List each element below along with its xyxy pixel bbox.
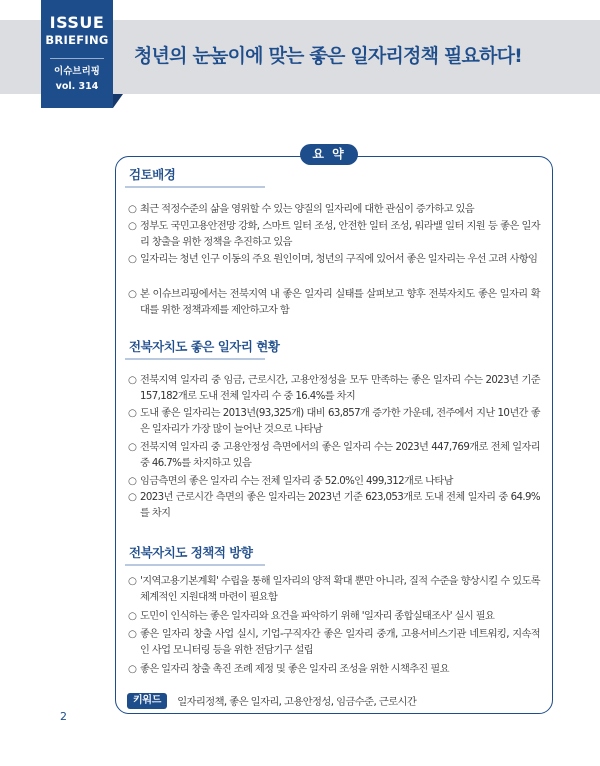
list-item: ○ 최근 적정수준의 삶을 영위할 수 있는 양질의 일자리에 대한 관심이 증가하고 있음 [128,202,540,218]
badge-fold-decoration [113,94,123,108]
bullet-circle: ○ [128,611,137,622]
section-underline [125,186,265,188]
badge-divider [50,58,104,59]
section-title-status: 전북자치도 좋은 일자리 현황 [129,339,280,354]
section-title-policy: 전북자치도 정책적 방향 [129,545,253,560]
bullet-circle: ○ [128,408,137,419]
list-item: ○ 좋은 일자리 창출 촉진 조례 제정 및 좋은 일자리 조성을 위한 시책추진 필요 [128,662,540,678]
list-item: ○ 일자리는 청년 인구 이동의 주요 원인이며, 청년의 구직에 있어서 좋은 일자리는 우선 고려 사항임 [128,252,540,268]
badge-series-text: 이슈브리핑 [54,66,100,77]
bullet-circle: ○ [128,476,137,487]
list-item: ○ 도내 좋은 일자리는 2013년(93,325개) 대비 63,857개 증가한 가운데, 전주에서 지난 10년간 좋은 일자리가 가장 많이 늘어난 것으로 나타남 [128,408,540,436]
issue-briefing-badge [41,0,113,108]
bullet-circle: ○ [128,442,137,453]
bullet-circle: ○ [128,629,137,640]
badge-volume: vol. 314 [55,81,99,92]
list-item: ○ 좋은 일자리 창출 사업 실시, 기업-구직자간 좋은 일자리 중개, 고용서비스기관 네트워킹, 지속적인 사업 모니터링 등을 위한 전담기구 설립 [128,629,540,657]
list-item: ○ 전북지역 일자리 중 임금, 근로시간, 고용안정성을 모두 만족하는 좋은 일자리 수는 2023년 기준 157,182개로 도내 전체 일자리 수 중 16.4%를 차지 [128,375,540,403]
list-item: ○ 정부도 국민고용안전망 강화, 스마트 일터 조성, 안전한 일터 조성, 워라밸 일터 지원 등 좋은 일자리 창출을 위한 정책을 추진하고 있음 [128,221,540,249]
keywords-row [127,690,416,708]
summary-label: 요 약 [300,144,358,165]
bullet-circle: ○ [128,289,137,300]
section-underline [125,564,265,566]
bullet-circle: ○ [128,664,137,675]
list-item: ○ 전북지역 일자리 중 고용안정성 측면에서의 좋은 일자리 수는 2023년 447,769개로 전체 일자리 중 46.7%를 차지하고 있음 [128,442,540,470]
badge-briefing-text: BRIEFING [45,33,109,47]
section-title-background: 검토배경 [129,167,176,182]
badge-issue-text: ISSUE [49,13,105,32]
list-item: ○ '지역고용기본계획' 수립을 통해 일자리의 양적 확대 뿐만 아니라, 질적 수준을 향상시킬 수 있도록 체계적인 지원대책 마련이 필요함 [128,576,540,604]
bullet-circle: ○ [128,254,137,265]
page-title: 청년의 눈높이에 맞는 좋은 일자리정책 필요하다! [134,45,523,67]
bullet-circle: ○ [128,576,137,587]
list-item: ○ 도민이 인식하는 좋은 일자리와 요건을 파악하기 위해 '일자리 종합실태조사' 실시 필요 [128,609,540,625]
bullet-circle: ○ [128,375,137,386]
keywords-text: 일자리정책, 좋은 일자리, 고용안정성, 임금수준, 근로시간 [177,696,417,708]
keywords-badge: 키워드 [127,693,167,709]
bullet-circle: ○ [128,221,137,232]
page-number: 2 [60,710,67,723]
section-underline [125,358,265,360]
list-item: ○ 임금측면의 좋은 일자리 수는 전체 일자리 중 52.0%인 499,312개로 나타남 [128,474,540,490]
list-item: ○ 본 이슈브리핑에서는 전북지역 내 좋은 일자리 실태를 살펴보고 향후 전북자치도 좋은 일자리 확대를 위한 정책과제를 제안하고자 함 [128,289,540,317]
bullet-circle: ○ [128,204,137,215]
bullet-circle: ○ [128,492,137,503]
list-item: ○ 2023년 근로시간 측면의 좋은 일자리는 2023년 기준 623,053개로 도내 전체 일자리 중 64.9%를 차지 [128,492,540,520]
